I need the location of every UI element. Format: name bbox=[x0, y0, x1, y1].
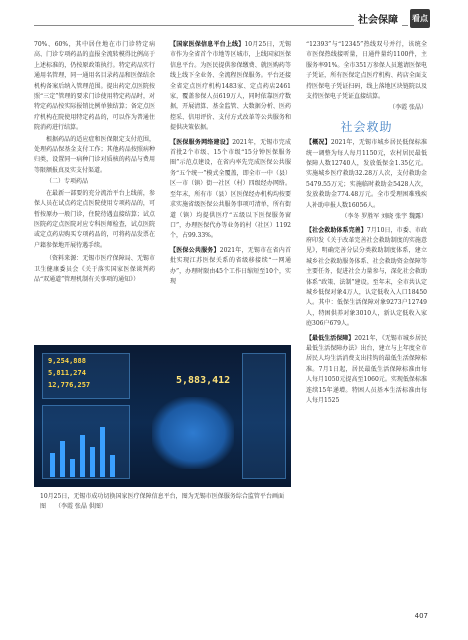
column-1 bbox=[34, 40, 155, 286]
photo-stat: 12,776,257 bbox=[48, 381, 91, 389]
yearbook-logo-icon: 看点 bbox=[410, 9, 430, 28]
photo-bar bbox=[60, 441, 65, 477]
col3-credit-1: （李霞 张晶） bbox=[389, 104, 427, 112]
entry-body: 10月25日，无锡市作为全省首个市地等区城市，上线国家医保信息平台。为医民提供参保缴费、就医购药等线上线下全业务、全流程医保服务。平台还接全省定点医疗机构1483家、定点药店2461家，覆盖参保人员619万人，同时依靠医疗数据，开展清算、基金监管、大数据分析、医药控采、信用评价、支付方式改革等公共服务和提供决策依据。 bbox=[170, 41, 291, 132]
col1-paragraph-2: 根据药品的适应症和医保限定支付范围，处理药品保基金支付工作；其他药品按照病种归类，设置同一病种门诊对质核的药品与费用等限额报真及实支付渠道。 bbox=[34, 135, 155, 174]
entry-title: 【医保公共服务】 bbox=[170, 246, 220, 254]
col2-entry-platform bbox=[170, 40, 291, 134]
photo-bar bbox=[110, 455, 115, 477]
col1-source-note: （资料来源：无锡市医疗保障局、无锡市卫生健康委员会《关于落实国家医保谈判药品“双通道”管理机制有关事项的通知》） bbox=[34, 255, 155, 283]
entry-body: 2021年，无锡市在省内首批实现江苏医保关系的省级移接续“一网通办”，办理时限由45个工作日缩短至10个，实现 bbox=[170, 246, 291, 285]
photo-city-map bbox=[152, 397, 234, 469]
column-3 bbox=[306, 40, 427, 407]
entry-body: 2021年，《无锡市城乡居民最低生活保障办法》出台，建立与上年度全市居民人均生活消费支出挂钩的最低生活保障标准。7月1日起，居民最低生活保障标准由每人每月1050元提高至1060元。实现低保标准连续15年递增。特困人员基本生活标准由每人每月1525 bbox=[306, 334, 427, 404]
col3-credit-2: （李冬 罗胜军 刘晓 张宇 魏露） bbox=[341, 213, 427, 221]
photo-stat: 9,254,888 bbox=[48, 357, 86, 365]
col3-paragraph-1: “12393”与“12345”热线双号并行，该统全市医保热线接听量，日通件量约1100件，主服务率91%。全市351万参保人员邀请医保电子凭证，所有医保定点医疗机构、药店全面支持医保电子凭证扫码，线上落地区块链院以及支持医保电子凭证直接结算。 bbox=[306, 41, 427, 101]
entry-title: 【最低生活保障】 bbox=[306, 334, 355, 342]
section-title: 社会保障 bbox=[354, 11, 402, 26]
photo-bar bbox=[70, 459, 75, 477]
photo-stat: 5,811,274 bbox=[48, 369, 86, 377]
photo-bar bbox=[90, 447, 95, 477]
entry-body: 2021年，无锡市城乡居民低保标准统一调整为每人每月1150元，农村居民最低保障人数12740人，发放低保金1.35亿元。实施城乡医疗救助32.28万人次，支付救助金5479.55万元；实施临时救助金5428人次，发放救助金774.48万元。全市受理困难残疾人补助申报人数16056人。 bbox=[306, 139, 427, 209]
col2-entry-network bbox=[170, 138, 291, 242]
col2-entry-public-service bbox=[170, 246, 291, 288]
col1-paragraph-1: 70%、60%，其中居住地在市门诊特定病高、门诊专项药品的直报全流转模得比例高于上述标准的，仍按原政策执行。特定药品实行通用名管理，同一通用名目录药品和医保结余机构备案后纳入管理范围。提出药定点医院按照“三定”管理的要求门诊使用特定药品时，对特定药品按实际报销比例单独结算；备定点医疗机构在院使用特定药品的，可以作为普通住院消药进行结算。 bbox=[34, 41, 155, 132]
entry-title: 【社会救助体系完善】 bbox=[306, 226, 367, 234]
col3-entry-overview bbox=[306, 138, 427, 211]
page-number: 407 bbox=[414, 612, 428, 620]
entry-body: 7月10日，市委、市政府印发《关于改革完善社会救助制度的实施意见》，明确完善分层分类救助制度体系，建立城乡社会救助服务体系、社会救助资金保障等主要任务，促进社会力量参与，深化社会救助体系“政策、法制”建设。至年末，全市共认定城乡低保对象4万人，认定低收入人口18450人。其中：低保生活保障对象9273户12749人，特困供养对象3010人，新认定低收入家庭306户679人。 bbox=[306, 226, 427, 328]
col1-subhead: （二）专项药品 bbox=[46, 178, 89, 186]
photo-bar bbox=[50, 453, 55, 477]
col3-entry-minimum-living bbox=[306, 334, 427, 407]
photo-stat-headline: 5,883,412 bbox=[176, 375, 231, 386]
entry-title: 【医保服务网络建设】 bbox=[170, 138, 233, 146]
photo-side-panel bbox=[242, 353, 286, 479]
monitoring-platform-photo bbox=[34, 345, 291, 487]
photo-bar bbox=[100, 427, 105, 477]
entry-body: 2021年，无锡市完成首批2个市级、15个市级“15分钟医保服务圈”示范点建设，在省内率先完成医保公共服务“五个统一”模式全覆盖，即全市一中（县）区一市（镇）街一社区（村）四级经办网络。至年末，所有市（县）区医保经办机构均按要求实施省级医保公共服务事项可清单，所有街道（镇）均提供医疗“五级以下医保服务窗口”，办理医保代办等业务的村（社区）1192个，占99.33%。 bbox=[170, 138, 291, 240]
photo-bar bbox=[80, 435, 85, 477]
column-2 bbox=[170, 40, 291, 288]
col3-entry-system bbox=[306, 226, 427, 330]
entry-title: 【国家医保信息平台上线】 bbox=[170, 41, 245, 48]
photo-chart-panel bbox=[42, 405, 130, 479]
header-rule bbox=[34, 25, 408, 26]
col1-paragraph-3: 在最新一部要的充分流治平台上线前，参保人员在试点药定点医院使用专项药品的，可暂按原办一般门诊，住院待遇直接结算；试点医院药定点医院对应专科医师检查，试点医院或定点药店购买专项药品的，可将药品发票在户籍参保地开展待遇手续。 bbox=[34, 189, 155, 249]
section-heading-social-assistance: 社会救助 bbox=[340, 119, 393, 134]
photo-caption: 10月25日，无锡市成功切换国家医疗保障信息平台，图为无锡市医保服务综合监管平台画面图 （李霞 张晶 供图） bbox=[40, 493, 284, 510]
entry-title: 【概况】 bbox=[306, 139, 331, 147]
